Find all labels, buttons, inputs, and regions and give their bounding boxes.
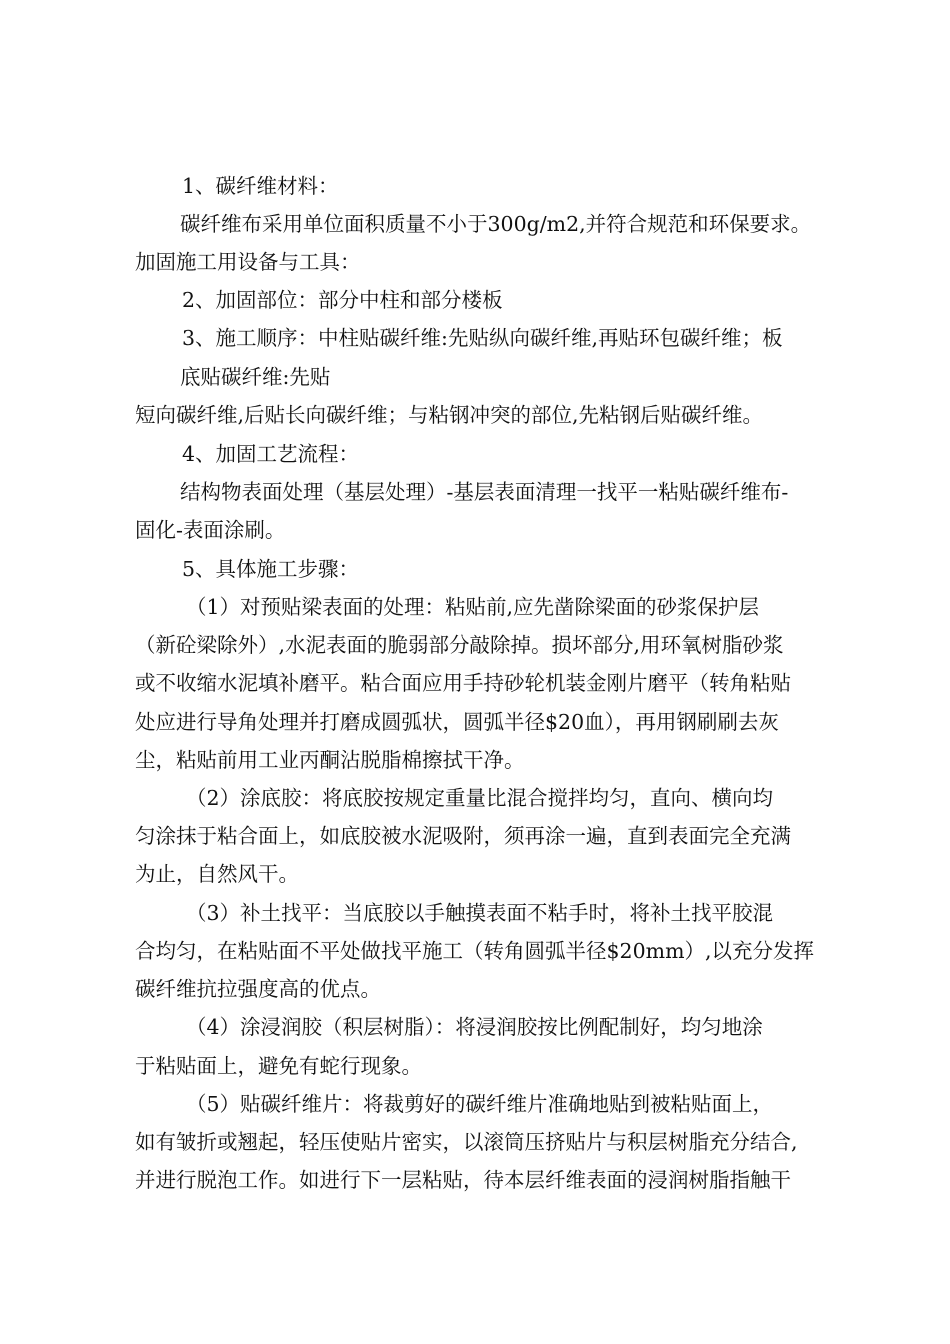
text-line: 为止，自然风干。	[135, 862, 299, 886]
text-line: （5）贴碳纤维片：将裁剪好的碳纤维片准确地贴到被粘贴面上，	[186, 1092, 774, 1116]
text-line: 结构物表面处理（基层处理）-基层表面清理一找平一粘贴碳纤维布-	[180, 480, 789, 504]
text-line: （2）涂底胶：将底胶按规定重量比混合搅拌均匀，直向、横向均	[186, 786, 774, 810]
text-line: 或不收缩水泥填补磨平。粘合面应用手持砂轮机装金刚片磨平（转角粘贴	[135, 671, 791, 695]
text-line: 并进行脱泡工作。如进行下一层粘贴，待本层纤维表面的浸润树脂指触干	[135, 1168, 791, 1192]
text-line: 固化-表面涂刷。	[135, 518, 286, 542]
text-line: 碳纤维抗拉强度高的优点。	[135, 977, 381, 1001]
text-line: 4、加固工艺流程：	[182, 442, 360, 466]
text-line: 2、加固部位：部分中柱和部分楼板	[182, 288, 503, 312]
text-line: 尘，粘贴前用工业丙酮沾脱脂棉擦拭干净。	[135, 748, 525, 772]
text-line: 处应进行导角处理并打磨成圆弧状，圆弧半径$20血），再用钢刷刷去灰	[135, 710, 779, 734]
text-line: 碳纤维布采用单位面积质量不小于300g/m2,并符合规范和环保要求。	[180, 212, 812, 236]
text-line: 5、具体施工步骤：	[182, 557, 360, 581]
text-line: （3）补土找平：当底胶以手触摸表面不粘手时，将补土找平胶混	[186, 901, 774, 925]
text-line: 加固施工用设备与工具：	[135, 250, 361, 274]
text-line: 底贴碳纤维:先贴	[180, 365, 331, 389]
text-line: 合均匀，在粘贴面不平处做找平施工（转角圆弧半径$20mm）,以充分发挥	[135, 939, 815, 963]
text-line: 1、碳纤维材料：	[182, 174, 339, 198]
text-line: （4）涂浸润胶（积层树脂）：将浸润胶按比例配制好，均匀地涂	[186, 1015, 763, 1039]
text-line: 于粘贴面上，避免有蛇行现象。	[135, 1054, 422, 1078]
text-line: 3、施工顺序：中柱贴碳纤维:先贴纵向碳纤维,再贴环包碳纤维；板	[182, 326, 783, 350]
text-line: 短向碳纤维,后贴长向碳纤维；与粘钢冲突的部位,先粘钢后贴碳纤维。	[135, 403, 764, 427]
text-line: （1）对预贴梁表面的处理：粘贴前,应先凿除梁面的砂浆保护层	[186, 595, 760, 619]
text-line: （新砼梁除外）,水泥表面的脆弱部分敲除掉。损坏部分,用环氧树脂砂浆	[135, 633, 784, 657]
text-line: 如有皱折或翘起，轻压使贴片密实，以滚筒压挤贴片与积层树脂充分结合,	[135, 1130, 798, 1154]
text-line: 匀涂抹于粘合面上，如底胶被水泥吸附，须再涂一遍，直到表面完全充满	[135, 824, 791, 848]
